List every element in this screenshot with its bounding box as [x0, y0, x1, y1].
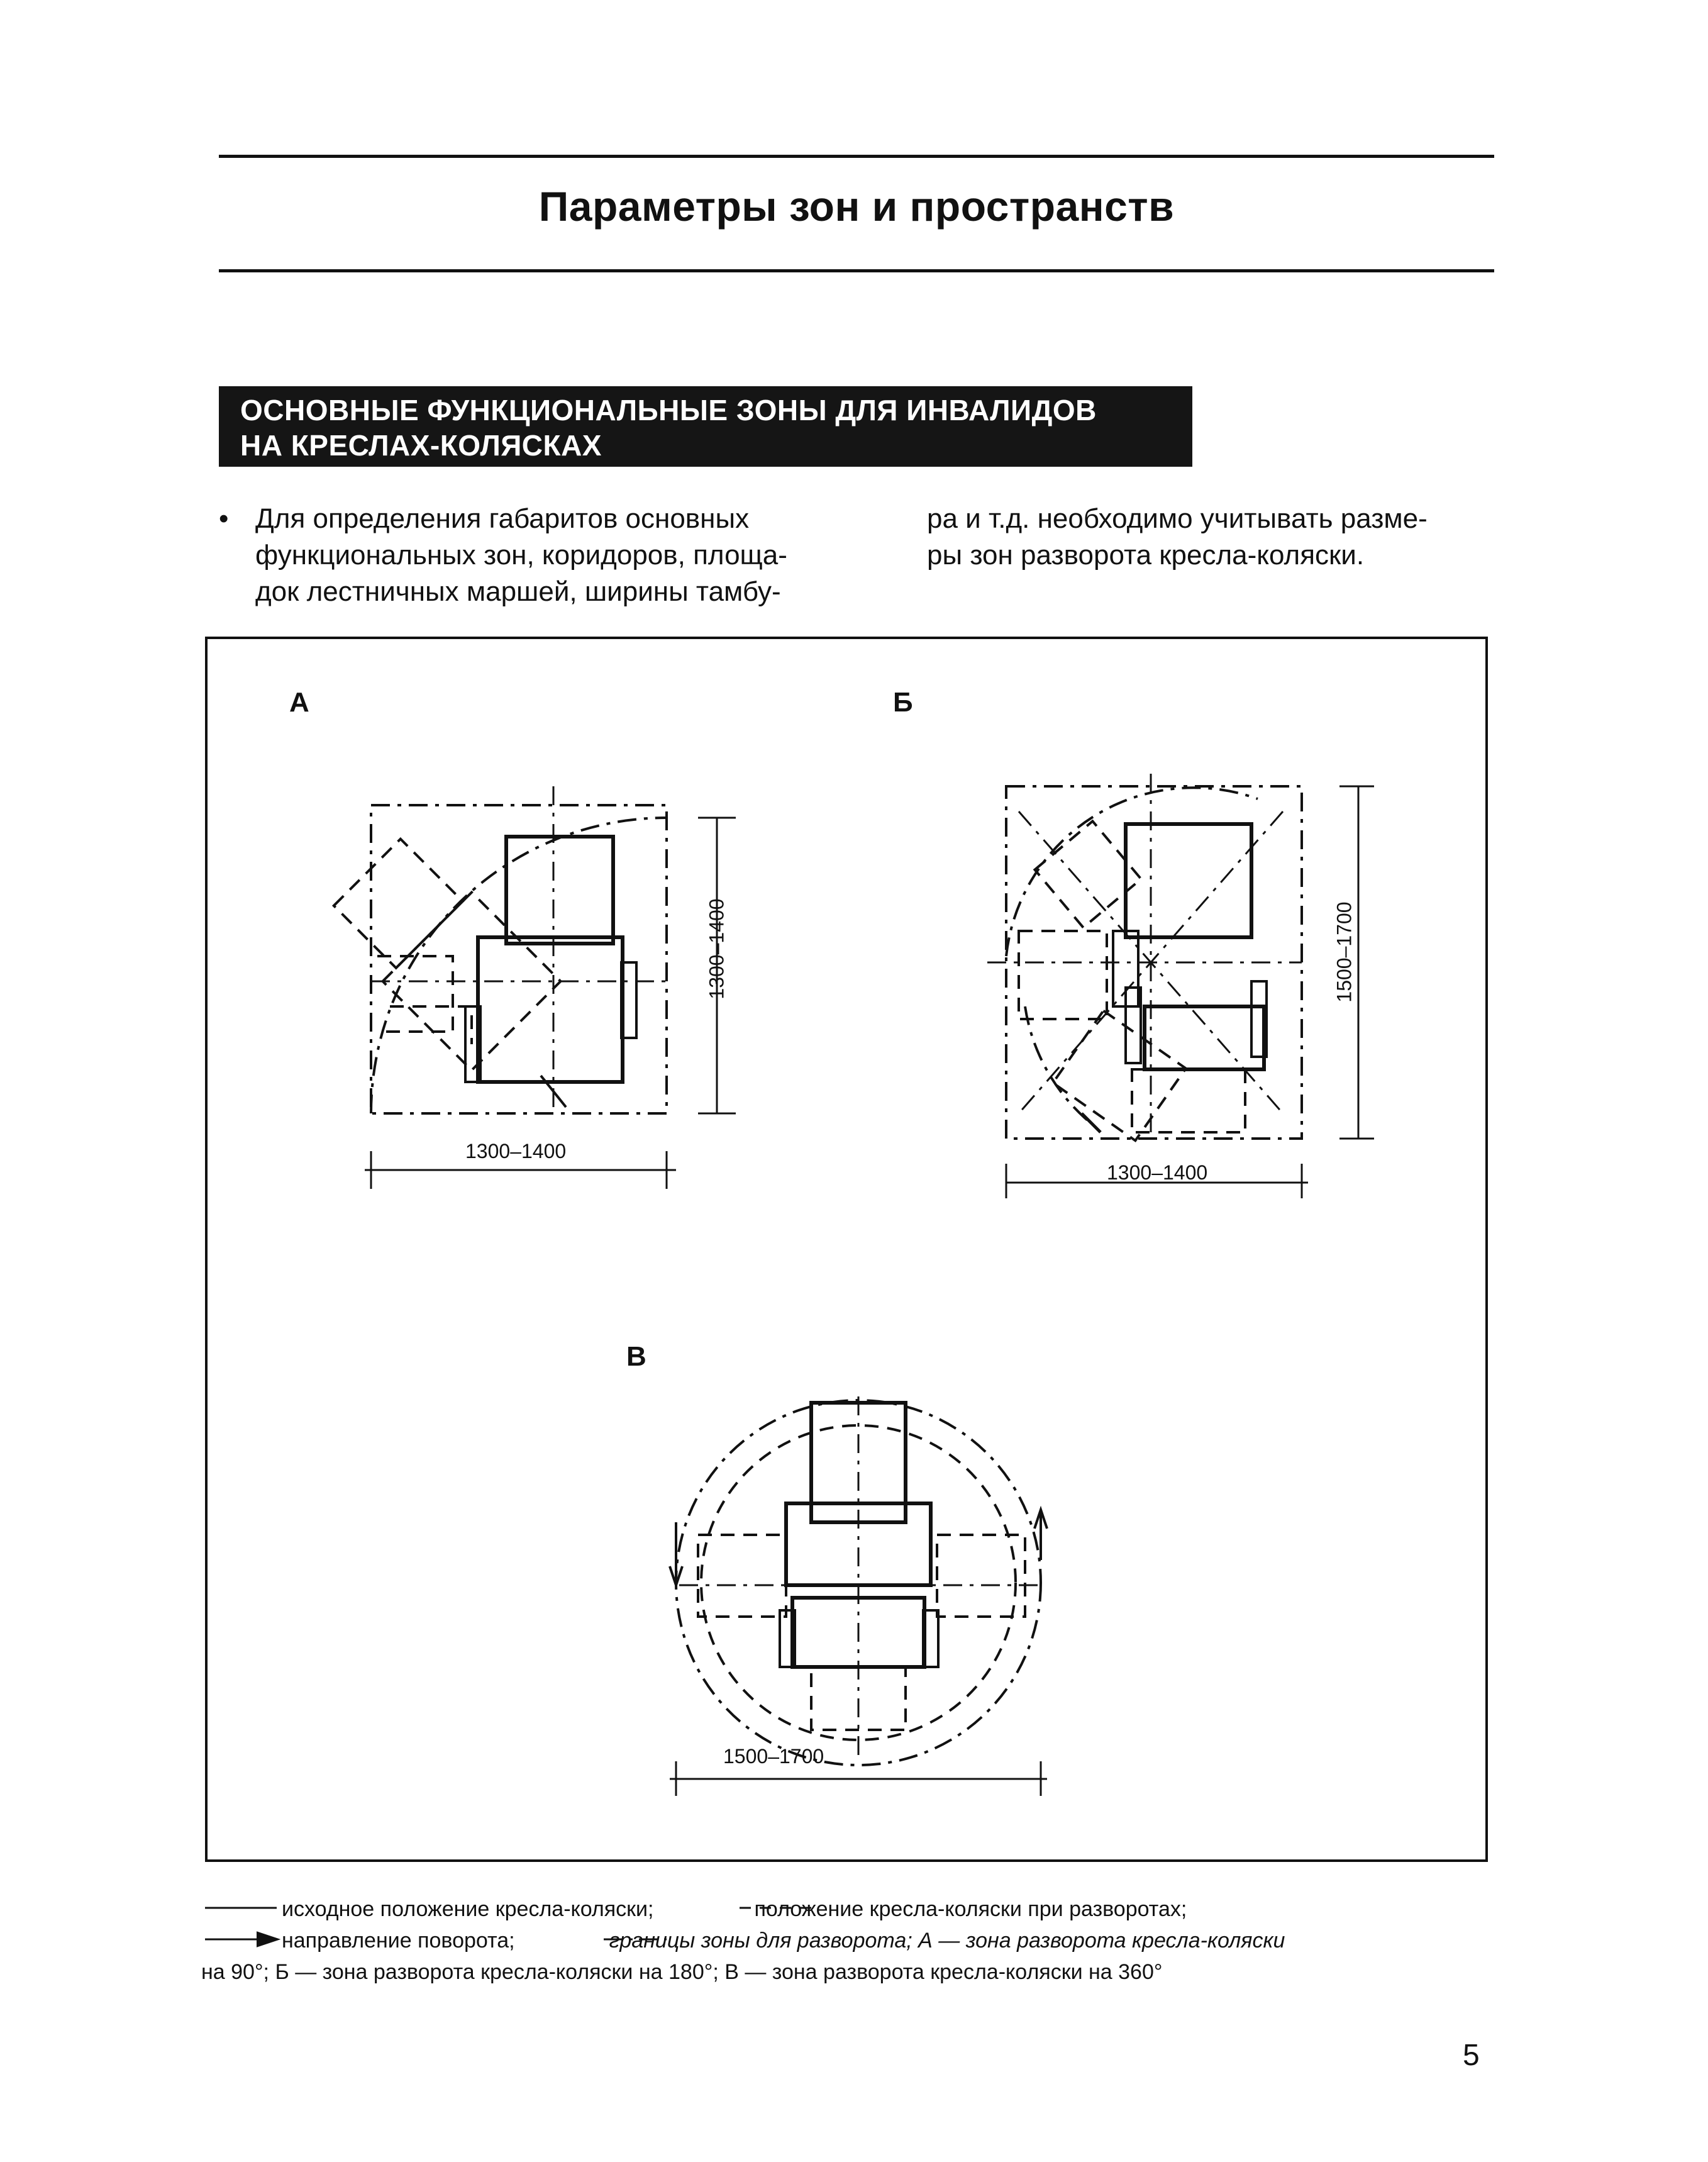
caption-line-1: [201, 1893, 1503, 1925]
caption-a: А — зона разворота кресла-коляски: [918, 1929, 1285, 1953]
panel-a-label: А: [289, 687, 309, 718]
caption-line-2: [201, 1925, 1503, 1956]
panel-c-drawing: [670, 1396, 1047, 1796]
panel-c-label: В: [626, 1341, 646, 1372]
bullet-icon: •: [219, 503, 229, 534]
body-line: Для определения габаритов основных: [255, 503, 750, 534]
panel-b-dim-horizontal: 1300–1400: [1107, 1161, 1208, 1184]
caption-solid: исходное положение кресла-коляски;: [282, 1897, 654, 1921]
caption-dashed: положение кресла-коляски при разворотах;: [754, 1897, 1187, 1921]
body-line: ры зон разворота кресла-коляски.: [927, 540, 1365, 571]
page-number: 5: [1463, 2039, 1480, 2072]
panel-c-dim-horizontal: 1500–1700: [723, 1745, 824, 1768]
panel-a-dim-horizontal: 1300–1400: [465, 1140, 567, 1162]
panel-a-dim-vertical: 1300–1400: [705, 898, 728, 1000]
figure-caption: [201, 1893, 1503, 1988]
body-line: ра и т.д. необходимо учитывать разме-: [927, 503, 1428, 534]
page-title: Параметры зон и пространств: [538, 183, 1175, 230]
caption-line-3: на 90°; Б — зона разворота кресла-коляски на 180°; В — зона разворота кресла-коляски на 360°: [201, 1960, 1163, 1984]
banner-line-2: НА КРЕСЛАХ-КОЛЯСКАХ: [240, 429, 602, 462]
body-line: функциональных зон, коридоров, площа-: [255, 540, 787, 571]
panel-b-dim-vertical: 1500–1700: [1333, 901, 1356, 1003]
panel-a-drawing: [321, 786, 736, 1189]
caption-dashdot: границы зоны для разворота;: [609, 1929, 912, 1953]
panel-b-drawing: [987, 774, 1374, 1198]
caption-arrow: направление поворота;: [282, 1929, 515, 1953]
banner-line-1: ОСНОВНЫЕ ФУНКЦИОНАЛЬНЫЕ ЗОНЫ ДЛЯ ИНВАЛИДОВ: [240, 394, 1097, 426]
panel-b-label: Б: [893, 687, 913, 718]
body-line: док лестничных маршей, ширины тамбу-: [255, 576, 781, 607]
